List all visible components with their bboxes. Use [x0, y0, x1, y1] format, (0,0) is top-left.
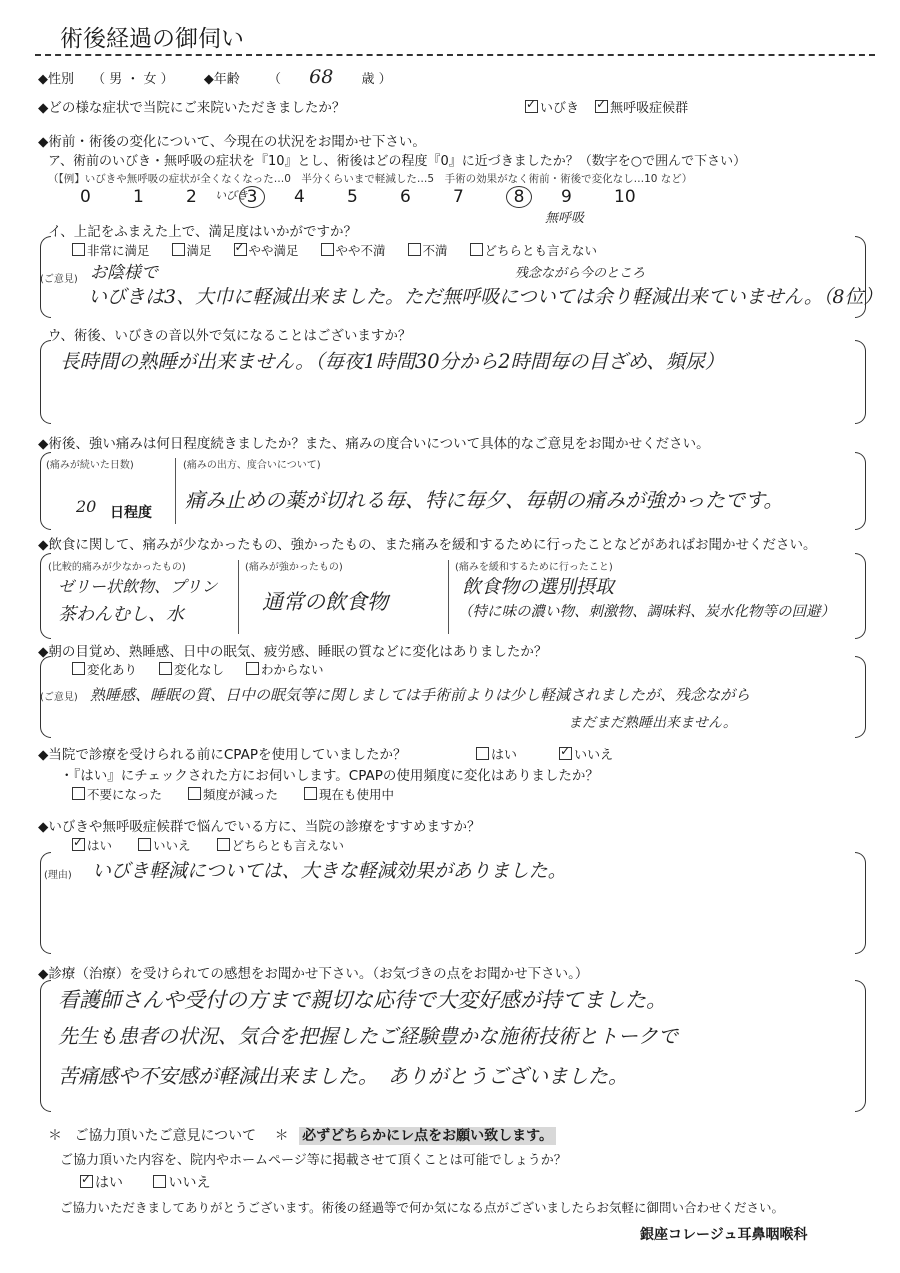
opinion-text-c: 残念ながら今のところ	[515, 266, 646, 281]
bracket-left	[40, 340, 51, 424]
scale-10[interactable]: 10	[614, 187, 636, 207]
pain-desc-text: 痛み止めの薬が切れる毎、特に毎夕、毎朝の痛みが強かったです。	[185, 488, 784, 512]
publish-no: いいえ	[168, 1175, 211, 1191]
question-visit-reason: ◆どの様な症状で当院にご来院いただきましたか？	[38, 100, 346, 116]
clinic-name: 銀座コレージュ耳鼻咽喉科	[640, 1227, 808, 1243]
reason-label: (理由)	[44, 870, 72, 881]
scale-6[interactable]: 6	[400, 187, 411, 207]
checkbox-dissatisfied[interactable]	[408, 243, 421, 256]
change-opt-1: 変化なし	[174, 662, 225, 677]
opinion-text-b: いびきは3、大巾に軽減出来ました。ただ無呼吸については余り軽減出来ていません。（8位）	[88, 286, 883, 308]
food-less-2: 茶わんむし、水	[58, 604, 184, 625]
sat-opt-3: やや不満	[335, 243, 386, 258]
sleep-opinion-label: (ご意見)	[40, 692, 78, 703]
gender-label: ◆性別	[38, 72, 74, 87]
food-divider-1	[238, 560, 239, 634]
recommend-opt-0: はい	[87, 838, 113, 853]
sat-opt-5: どちらとも言えない	[484, 243, 598, 258]
checkbox-changed[interactable]	[72, 662, 85, 675]
bracket-right	[855, 980, 866, 1112]
cpap-frequency-options	[72, 785, 394, 803]
thanks-message: ご協力いただきましてありがとうございます。術後の経過等で何か気になる点がございましたらお気軽に御問い合わせください。	[60, 1200, 785, 1215]
sat-opt-2: やや満足	[248, 243, 299, 258]
checkbox-very-satisfied[interactable]	[72, 243, 85, 256]
checkbox-publish-no[interactable]	[153, 1175, 166, 1188]
question-food: ◆飲食に関して、痛みが少なかったもの、強かったもの、また痛みを緩和するために行ったことなどがあればお聞かせください。	[38, 537, 817, 553]
scale-note-ibiki: いびき	[215, 189, 248, 202]
bracket-right	[855, 340, 866, 424]
checkbox-no-change[interactable]	[159, 662, 172, 675]
bracket-right	[855, 452, 866, 530]
checkbox-unknown[interactable]	[246, 662, 259, 675]
checkbox-recommend-neither[interactable]	[217, 838, 230, 851]
opinion-label: (ご意見)	[40, 274, 78, 285]
sleep-answer-b: まだまだ熟睡出来ません。	[568, 715, 737, 731]
food-relief-2: （特に味の濃い物、刺激物、調味料、炭水化物等の回避）	[458, 604, 835, 620]
cpap-opt-2: 現在も使用中	[319, 787, 395, 802]
scale-1[interactable]: 1	[133, 187, 144, 207]
cooperation-star-2: ＊	[274, 1128, 289, 1144]
scale-5[interactable]: 5	[347, 187, 358, 207]
gender-options[interactable]: （ 男 ・ 女 ）	[92, 72, 174, 87]
cooperation-header	[48, 1125, 556, 1145]
gender-row	[38, 66, 392, 88]
change-opt-0: 変化あり	[87, 662, 138, 677]
food-divider-2	[448, 560, 449, 634]
age-value[interactable]: 68	[309, 66, 334, 88]
sat-opt-4: 不満	[422, 243, 448, 258]
checkbox-recommend-yes[interactable]	[72, 838, 85, 851]
question-other-concerns: ウ、術後、いびきの音以外で気になることはございますか？	[48, 328, 412, 344]
bracket-left	[40, 980, 51, 1112]
cooperation-options	[80, 1172, 210, 1192]
cpap-no: いいえ	[574, 748, 614, 763]
checkbox-recommend-no[interactable]	[138, 838, 151, 851]
checkbox-less-frequent[interactable]	[188, 787, 201, 800]
scale-numbers	[80, 186, 667, 208]
cooperation-question: ご協力頂いた内容を、院内やホームページ等に掲載させて頂くことは可能でしょうか？	[60, 1153, 567, 1168]
checkbox-publish-yes[interactable]	[80, 1175, 93, 1188]
change-options	[72, 660, 324, 678]
cpap-options	[476, 744, 613, 763]
checkbox-somewhat-dissatisfied[interactable]	[321, 243, 334, 256]
question-recommend: ◆いびきや無呼吸症候群で悩んでいる方に、当院の診療をすすめますか？	[38, 819, 481, 835]
bracket-right	[855, 656, 866, 738]
pain-days-unit: 日程度	[110, 505, 152, 521]
food-strong-label: (痛みが強かったもの)	[245, 562, 343, 573]
cooperation-must: 必ずどちらかにレ点をお願い致します。	[299, 1127, 556, 1145]
food-relief-1: 飲食物の選別摂取	[462, 576, 615, 598]
age-close: 歳 ）	[361, 72, 392, 87]
checkbox-still-using[interactable]	[304, 787, 317, 800]
age-open: （	[267, 72, 281, 87]
food-strong-text: 通常の飲食物	[262, 590, 388, 614]
pain-divider	[175, 458, 176, 524]
impression-line-1: 看護師さんや受付の方まで親切な応待で大変好感が持てました。	[58, 988, 667, 1012]
scale-7[interactable]: 7	[453, 187, 464, 207]
pain-desc-label: (痛みの出方、度合いについて)	[183, 460, 321, 471]
question-sleep: ◆朝の目覚め、熟睡感、日中の眠気、疲労感、睡眠の質などに変化はありましたか？	[38, 644, 548, 660]
scale-3[interactable]: 3	[239, 186, 265, 208]
satisfaction-options	[72, 241, 597, 259]
pain-days-label: (痛みが続いた日数)	[46, 460, 134, 471]
option-apnea: 無呼吸症候群	[610, 101, 689, 116]
age-label: ◆年齢	[203, 72, 240, 87]
visit-reason-options	[525, 97, 688, 116]
sat-opt-1: 満足	[186, 243, 212, 258]
title-divider	[35, 54, 875, 56]
sleep-answer-a: 熟睡感、睡眠の質、日中の眠気等に関しましては手術前よりは少し軽減されましたが、残念ながら	[90, 686, 751, 704]
question-scale: ア、術前のいびき・無呼吸の症状を『10』とし、術後はどの程度『0』に近づきましたか？（数字を○で囲んで下さい）	[48, 154, 747, 169]
checkbox-cpap-no[interactable]	[559, 747, 572, 760]
checkbox-neither[interactable]	[470, 243, 483, 256]
question-cpap-frequency: ・『はい』にチェックされた方にお伺いします。CPAPの使用頻度に変化はありましたか？	[60, 768, 599, 784]
answer-other-concerns: 長時間の熟睡が出来ません。（毎夜1時間30分から2時間毎の目ざめ、頻尿）	[60, 350, 725, 373]
pain-days-value[interactable]: 20	[76, 497, 97, 516]
checkbox-apnea[interactable]	[595, 100, 608, 113]
cooperation-title: ご協力頂いたご意見について	[74, 1128, 257, 1144]
food-less-1: ゼリー状飲物、プリン	[58, 577, 218, 596]
recommend-opt-1: いいえ	[153, 838, 191, 853]
question-cpap: ◆当院で診療を受けられる前にCPAPを使用していましたか？	[38, 747, 407, 763]
bracket-right	[855, 553, 866, 639]
question-pain: ◆術後、強い痛みは何日程度続きましたか？また、痛みの度合いについて具体的なご意見をお聞かせください。	[38, 436, 710, 452]
checkbox-ibiki[interactable]	[525, 100, 538, 113]
scale-example: （【例】いびきや無呼吸の症状が全くなくなった…0 半分くらいまで軽減した…5 手術の効果がなく術前・術後で変化なし…10 など）	[48, 173, 693, 185]
question-satisfaction: イ、上記をふまえた上で、満足度はいかがですか？	[48, 224, 358, 240]
checkbox-not-needed[interactable]	[72, 787, 85, 800]
recommend-opt-2: どちらとも言えない	[231, 838, 345, 853]
publish-yes: はい	[95, 1175, 123, 1191]
bracket-right	[855, 852, 866, 954]
question-change: ◆術前・術後の変化について、今現在の状況をお聞かせ下さい。	[38, 134, 426, 150]
cpap-opt-0: 不要になった	[87, 787, 163, 802]
checkbox-satisfied[interactable]	[172, 243, 185, 256]
food-less-label: (比較的痛みが少なかったもの)	[48, 562, 186, 573]
cpap-yes: はい	[491, 748, 518, 763]
change-opt-2: わからない	[261, 662, 324, 677]
impression-line-3: 苦痛感や不安感が軽減出来ました。 ありがとうございました。	[58, 1064, 628, 1088]
question-impression: ◆診療（治療）を受けられての感想をお聞かせ下さい。（お気づきの点をお聞かせ下さい。）	[38, 966, 589, 982]
scale-4[interactable]: 4	[294, 187, 305, 207]
cooperation-star: ＊	[48, 1128, 62, 1144]
scale-8[interactable]: 8	[506, 186, 532, 208]
checkbox-cpap-yes[interactable]	[476, 747, 489, 760]
option-ibiki: いびき	[540, 101, 580, 116]
food-relief-label: (痛みを緩和するために行ったこと)	[455, 562, 613, 573]
cpap-opt-1: 頻度が減った	[203, 787, 279, 802]
impression-line-2: 先生も患者の状況、気合を把握したご経験豊かな施術技術とトークで	[58, 1024, 678, 1048]
recommend-options	[72, 836, 344, 854]
page-title: 術後経過の御伺い	[60, 26, 244, 52]
opinion-text-a: お陰様で	[90, 263, 158, 283]
reason-text: いびき軽減については、大きな軽減効果がありました。	[92, 860, 567, 882]
scale-note-apnea: 無呼吸	[545, 211, 585, 226]
sat-opt-0: 非常に満足	[87, 243, 150, 258]
checkbox-somewhat-satisfied[interactable]	[234, 243, 247, 256]
scale-0[interactable]: 0	[80, 187, 91, 207]
scale-2[interactable]: 2	[186, 187, 197, 207]
scale-9[interactable]: 9	[561, 187, 572, 207]
